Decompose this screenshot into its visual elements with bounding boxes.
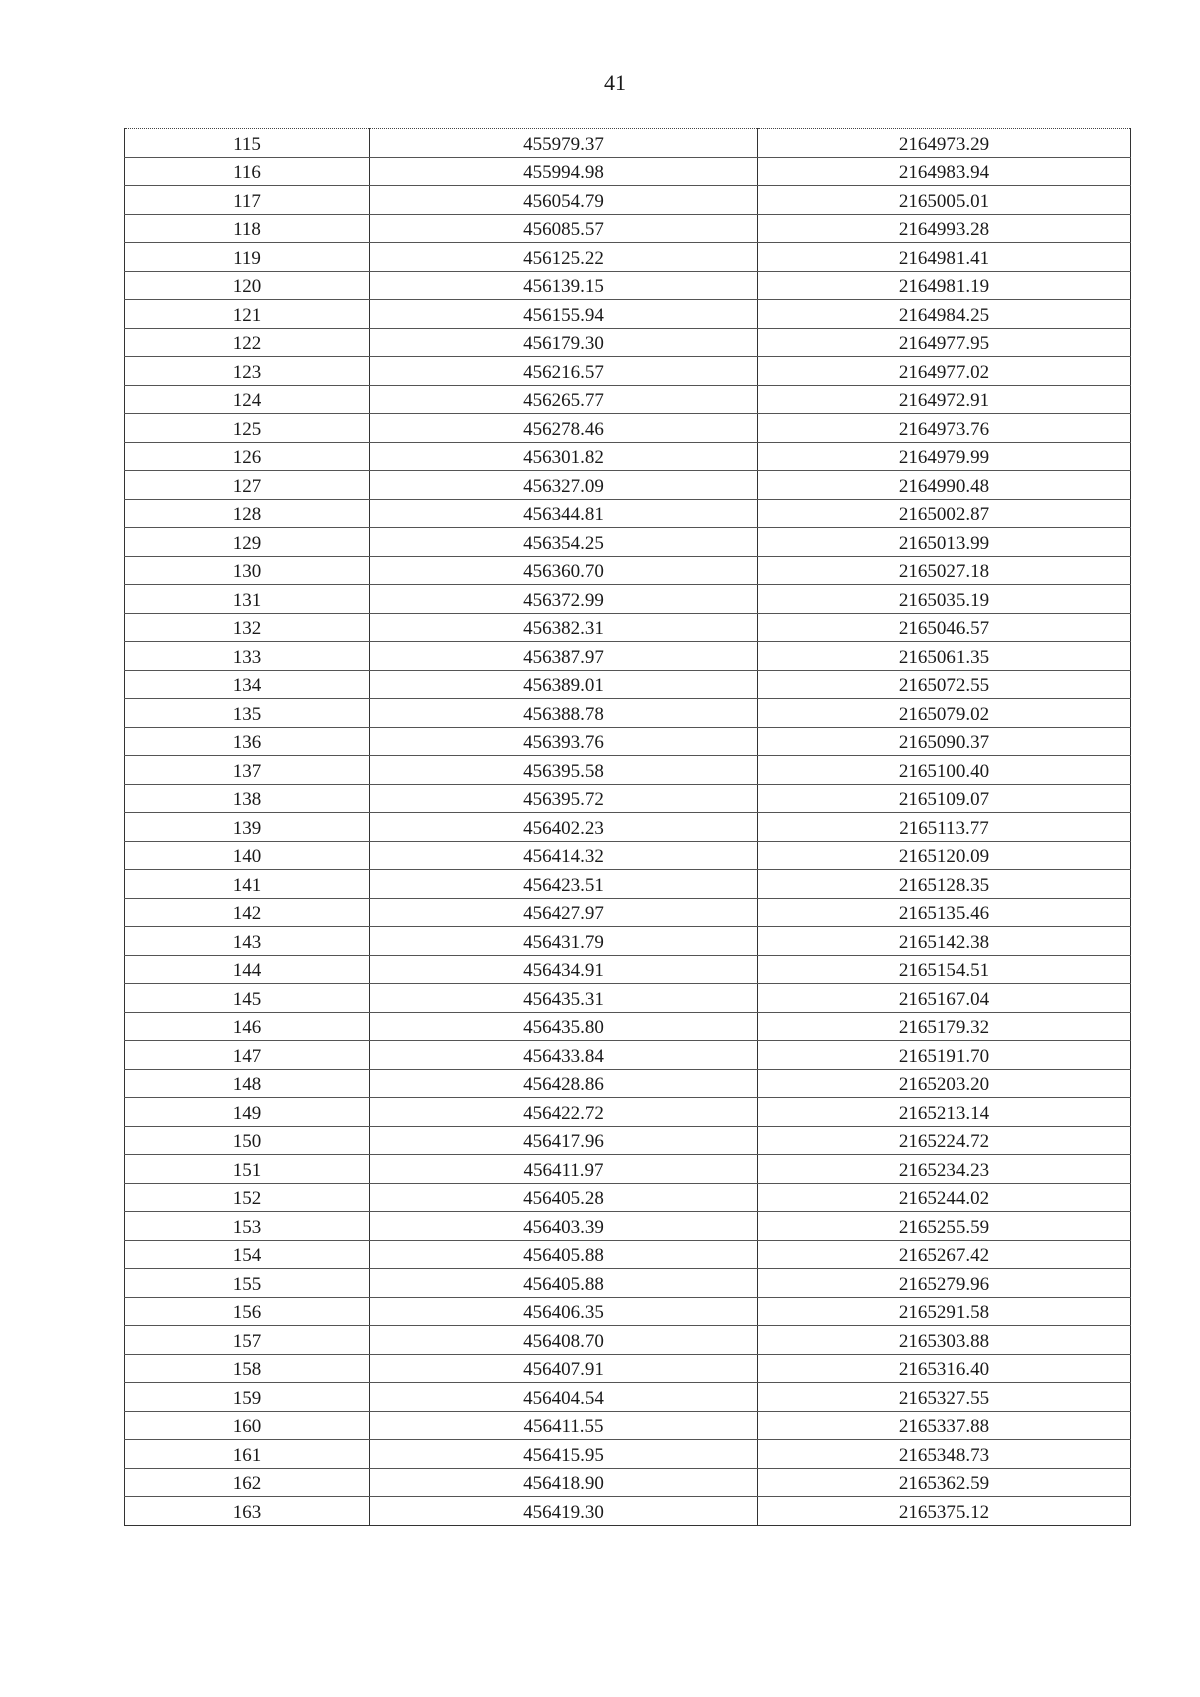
point-number-cell: 140 (125, 841, 370, 870)
x-coordinate-cell: 456179.30 (370, 328, 758, 357)
x-coordinate-cell: 456403.39 (370, 1212, 758, 1241)
table-row (125, 613, 1131, 642)
x-coordinate-cell: 456054.79 (370, 186, 758, 215)
point-number-cell: 138 (125, 784, 370, 813)
table-row (125, 1497, 1131, 1526)
point-number-cell: 149 (125, 1098, 370, 1127)
x-coordinate-cell: 456419.30 (370, 1497, 758, 1526)
x-coordinate-cell: 456139.15 (370, 271, 758, 300)
table-row (125, 1212, 1131, 1241)
x-coordinate-cell: 456405.88 (370, 1240, 758, 1269)
table-row (125, 1155, 1131, 1184)
x-coordinate-cell: 456406.35 (370, 1297, 758, 1326)
point-number-cell: 119 (125, 243, 370, 272)
table-row (125, 414, 1131, 443)
point-number-cell: 145 (125, 984, 370, 1013)
point-number-cell: 134 (125, 670, 370, 699)
point-number-cell: 154 (125, 1240, 370, 1269)
x-coordinate-cell: 456125.22 (370, 243, 758, 272)
y-coordinate-cell: 2164973.29 (758, 129, 1131, 158)
table-row (125, 442, 1131, 471)
x-coordinate-cell: 456387.97 (370, 642, 758, 671)
y-coordinate-cell: 2165013.99 (758, 528, 1131, 557)
table-row (125, 556, 1131, 585)
x-coordinate-cell: 456278.46 (370, 414, 758, 443)
point-number-cell: 159 (125, 1383, 370, 1412)
table-row (125, 528, 1131, 557)
x-coordinate-cell: 456354.25 (370, 528, 758, 557)
point-number-cell: 160 (125, 1411, 370, 1440)
point-number-cell: 132 (125, 613, 370, 642)
y-coordinate-cell: 2165316.40 (758, 1354, 1131, 1383)
table-row (125, 784, 1131, 813)
x-coordinate-cell: 456405.28 (370, 1183, 758, 1212)
x-coordinate-cell: 456411.97 (370, 1155, 758, 1184)
point-number-cell: 125 (125, 414, 370, 443)
table-row (125, 1411, 1131, 1440)
x-coordinate-cell: 456434.91 (370, 955, 758, 984)
x-coordinate-cell: 456216.57 (370, 357, 758, 386)
y-coordinate-cell: 2165337.88 (758, 1411, 1131, 1440)
x-coordinate-cell: 456428.86 (370, 1069, 758, 1098)
point-number-cell: 133 (125, 642, 370, 671)
table-row (125, 727, 1131, 756)
y-coordinate-cell: 2165072.55 (758, 670, 1131, 699)
x-coordinate-cell: 456372.99 (370, 585, 758, 614)
point-number-cell: 117 (125, 186, 370, 215)
table-row (125, 385, 1131, 414)
x-coordinate-cell: 456431.79 (370, 927, 758, 956)
table-row (125, 1240, 1131, 1269)
x-coordinate-cell: 456402.23 (370, 813, 758, 842)
point-number-cell: 161 (125, 1440, 370, 1469)
point-number-cell: 141 (125, 870, 370, 899)
point-number-cell: 155 (125, 1269, 370, 1298)
table-row (125, 1098, 1131, 1127)
coordinates-table-body (125, 129, 1131, 1526)
point-number-cell: 126 (125, 442, 370, 471)
y-coordinate-cell: 2164993.28 (758, 214, 1131, 243)
table-row (125, 300, 1131, 329)
table-row (125, 1269, 1131, 1298)
x-coordinate-cell: 456404.54 (370, 1383, 758, 1412)
point-number-cell: 152 (125, 1183, 370, 1212)
y-coordinate-cell: 2164983.94 (758, 157, 1131, 186)
table-row (125, 1126, 1131, 1155)
y-coordinate-cell: 2164981.41 (758, 243, 1131, 272)
point-number-cell: 142 (125, 898, 370, 927)
y-coordinate-cell: 2165135.46 (758, 898, 1131, 927)
point-number-cell: 143 (125, 927, 370, 956)
table-row (125, 670, 1131, 699)
y-coordinate-cell: 2164977.02 (758, 357, 1131, 386)
x-coordinate-cell: 455979.37 (370, 129, 758, 158)
y-coordinate-cell: 2165255.59 (758, 1212, 1131, 1241)
x-coordinate-cell: 456411.55 (370, 1411, 758, 1440)
point-number-cell: 144 (125, 955, 370, 984)
x-coordinate-cell: 456327.09 (370, 471, 758, 500)
table-row (125, 357, 1131, 386)
point-number-cell: 163 (125, 1497, 370, 1526)
point-number-cell: 116 (125, 157, 370, 186)
point-number-cell: 115 (125, 129, 370, 158)
table-row (125, 1041, 1131, 1070)
table-row (125, 271, 1131, 300)
point-number-cell: 135 (125, 699, 370, 728)
x-coordinate-cell: 456435.80 (370, 1012, 758, 1041)
point-number-cell: 148 (125, 1069, 370, 1098)
table-row (125, 642, 1131, 671)
x-coordinate-cell: 456301.82 (370, 442, 758, 471)
y-coordinate-cell: 2165244.02 (758, 1183, 1131, 1212)
x-coordinate-cell: 456427.97 (370, 898, 758, 927)
page-number: 41 (604, 70, 626, 95)
y-coordinate-cell: 2164981.19 (758, 271, 1131, 300)
point-number-cell: 157 (125, 1326, 370, 1355)
point-number-cell: 150 (125, 1126, 370, 1155)
table-row (125, 186, 1131, 215)
table-row (125, 984, 1131, 1013)
y-coordinate-cell: 2165120.09 (758, 841, 1131, 870)
x-coordinate-cell: 456265.77 (370, 385, 758, 414)
point-number-cell: 137 (125, 756, 370, 785)
y-coordinate-cell: 2165213.14 (758, 1098, 1131, 1127)
x-coordinate-cell: 456423.51 (370, 870, 758, 899)
y-coordinate-cell: 2165224.72 (758, 1126, 1131, 1155)
y-coordinate-cell: 2164973.76 (758, 414, 1131, 443)
point-number-cell: 120 (125, 271, 370, 300)
x-coordinate-cell: 456414.32 (370, 841, 758, 870)
x-coordinate-cell: 456393.76 (370, 727, 758, 756)
y-coordinate-cell: 2165002.87 (758, 499, 1131, 528)
point-number-cell: 136 (125, 727, 370, 756)
x-coordinate-cell: 456417.96 (370, 1126, 758, 1155)
y-coordinate-cell: 2164979.99 (758, 442, 1131, 471)
x-coordinate-cell: 456395.72 (370, 784, 758, 813)
point-number-cell: 146 (125, 1012, 370, 1041)
y-coordinate-cell: 2164977.95 (758, 328, 1131, 357)
point-number-cell: 130 (125, 556, 370, 585)
x-coordinate-cell: 456388.78 (370, 699, 758, 728)
x-coordinate-cell: 456389.01 (370, 670, 758, 699)
x-coordinate-cell: 456408.70 (370, 1326, 758, 1355)
coordinates-table (124, 128, 1131, 1526)
point-number-cell: 139 (125, 813, 370, 842)
table-row (125, 1183, 1131, 1212)
y-coordinate-cell: 2165154.51 (758, 955, 1131, 984)
y-coordinate-cell: 2165035.19 (758, 585, 1131, 614)
point-number-cell: 156 (125, 1297, 370, 1326)
x-coordinate-cell: 456433.84 (370, 1041, 758, 1070)
y-coordinate-cell: 2165128.35 (758, 870, 1131, 899)
y-coordinate-cell: 2165061.35 (758, 642, 1131, 671)
table-row (125, 927, 1131, 956)
y-coordinate-cell: 2165362.59 (758, 1468, 1131, 1497)
point-number-cell: 128 (125, 499, 370, 528)
x-coordinate-cell: 456382.31 (370, 613, 758, 642)
table-row (125, 898, 1131, 927)
y-coordinate-cell: 2165203.20 (758, 1069, 1131, 1098)
table-row (125, 328, 1131, 357)
x-coordinate-cell: 456422.72 (370, 1098, 758, 1127)
point-number-cell: 153 (125, 1212, 370, 1241)
y-coordinate-cell: 2165375.12 (758, 1497, 1131, 1526)
x-coordinate-cell: 456085.57 (370, 214, 758, 243)
table-row (125, 214, 1131, 243)
y-coordinate-cell: 2165191.70 (758, 1041, 1131, 1070)
y-coordinate-cell: 2165327.55 (758, 1383, 1131, 1412)
y-coordinate-cell: 2165291.58 (758, 1297, 1131, 1326)
table-row (125, 157, 1131, 186)
point-number-cell: 162 (125, 1468, 370, 1497)
point-number-cell: 121 (125, 300, 370, 329)
x-coordinate-cell: 456405.88 (370, 1269, 758, 1298)
y-coordinate-cell: 2165179.32 (758, 1012, 1131, 1041)
table-row (125, 756, 1131, 785)
x-coordinate-cell: 456155.94 (370, 300, 758, 329)
x-coordinate-cell: 456395.58 (370, 756, 758, 785)
table-row (125, 1069, 1131, 1098)
x-coordinate-cell: 455994.98 (370, 157, 758, 186)
y-coordinate-cell: 2165303.88 (758, 1326, 1131, 1355)
table-row (125, 1440, 1131, 1469)
table-row (125, 585, 1131, 614)
y-coordinate-cell: 2165142.38 (758, 927, 1131, 956)
y-coordinate-cell: 2165046.57 (758, 613, 1131, 642)
y-coordinate-cell: 2165234.23 (758, 1155, 1131, 1184)
y-coordinate-cell: 2165090.37 (758, 727, 1131, 756)
table-row (125, 1383, 1131, 1412)
table-row (125, 1468, 1131, 1497)
y-coordinate-cell: 2165027.18 (758, 556, 1131, 585)
table-row (125, 129, 1131, 158)
table-row (125, 471, 1131, 500)
x-coordinate-cell: 456435.31 (370, 984, 758, 1013)
table-row (125, 955, 1131, 984)
y-coordinate-cell: 2165167.04 (758, 984, 1131, 1013)
point-number-cell: 129 (125, 528, 370, 557)
table-row (125, 1012, 1131, 1041)
point-number-cell: 127 (125, 471, 370, 500)
table-row (125, 813, 1131, 842)
point-number-cell: 158 (125, 1354, 370, 1383)
table-row (125, 1297, 1131, 1326)
point-number-cell: 122 (125, 328, 370, 357)
y-coordinate-cell: 2164972.91 (758, 385, 1131, 414)
table-row (125, 870, 1131, 899)
x-coordinate-cell: 456407.91 (370, 1354, 758, 1383)
x-coordinate-cell: 456415.95 (370, 1440, 758, 1469)
point-number-cell: 118 (125, 214, 370, 243)
point-number-cell: 124 (125, 385, 370, 414)
y-coordinate-cell: 2165348.73 (758, 1440, 1131, 1469)
y-coordinate-cell: 2165109.07 (758, 784, 1131, 813)
y-coordinate-cell: 2165100.40 (758, 756, 1131, 785)
y-coordinate-cell: 2164984.25 (758, 300, 1131, 329)
point-number-cell: 151 (125, 1155, 370, 1184)
point-number-cell: 123 (125, 357, 370, 386)
table-row (125, 243, 1131, 272)
table-row (125, 1354, 1131, 1383)
y-coordinate-cell: 2165279.96 (758, 1269, 1131, 1298)
table-row (125, 699, 1131, 728)
y-coordinate-cell: 2165079.02 (758, 699, 1131, 728)
x-coordinate-cell: 456418.90 (370, 1468, 758, 1497)
y-coordinate-cell: 2165267.42 (758, 1240, 1131, 1269)
x-coordinate-cell: 456360.70 (370, 556, 758, 585)
y-coordinate-cell: 2165005.01 (758, 186, 1131, 215)
x-coordinate-cell: 456344.81 (370, 499, 758, 528)
y-coordinate-cell: 2164990.48 (758, 471, 1131, 500)
table-row (125, 1326, 1131, 1355)
table-row (125, 841, 1131, 870)
point-number-cell: 147 (125, 1041, 370, 1070)
y-coordinate-cell: 2165113.77 (758, 813, 1131, 842)
point-number-cell: 131 (125, 585, 370, 614)
table-row (125, 499, 1131, 528)
